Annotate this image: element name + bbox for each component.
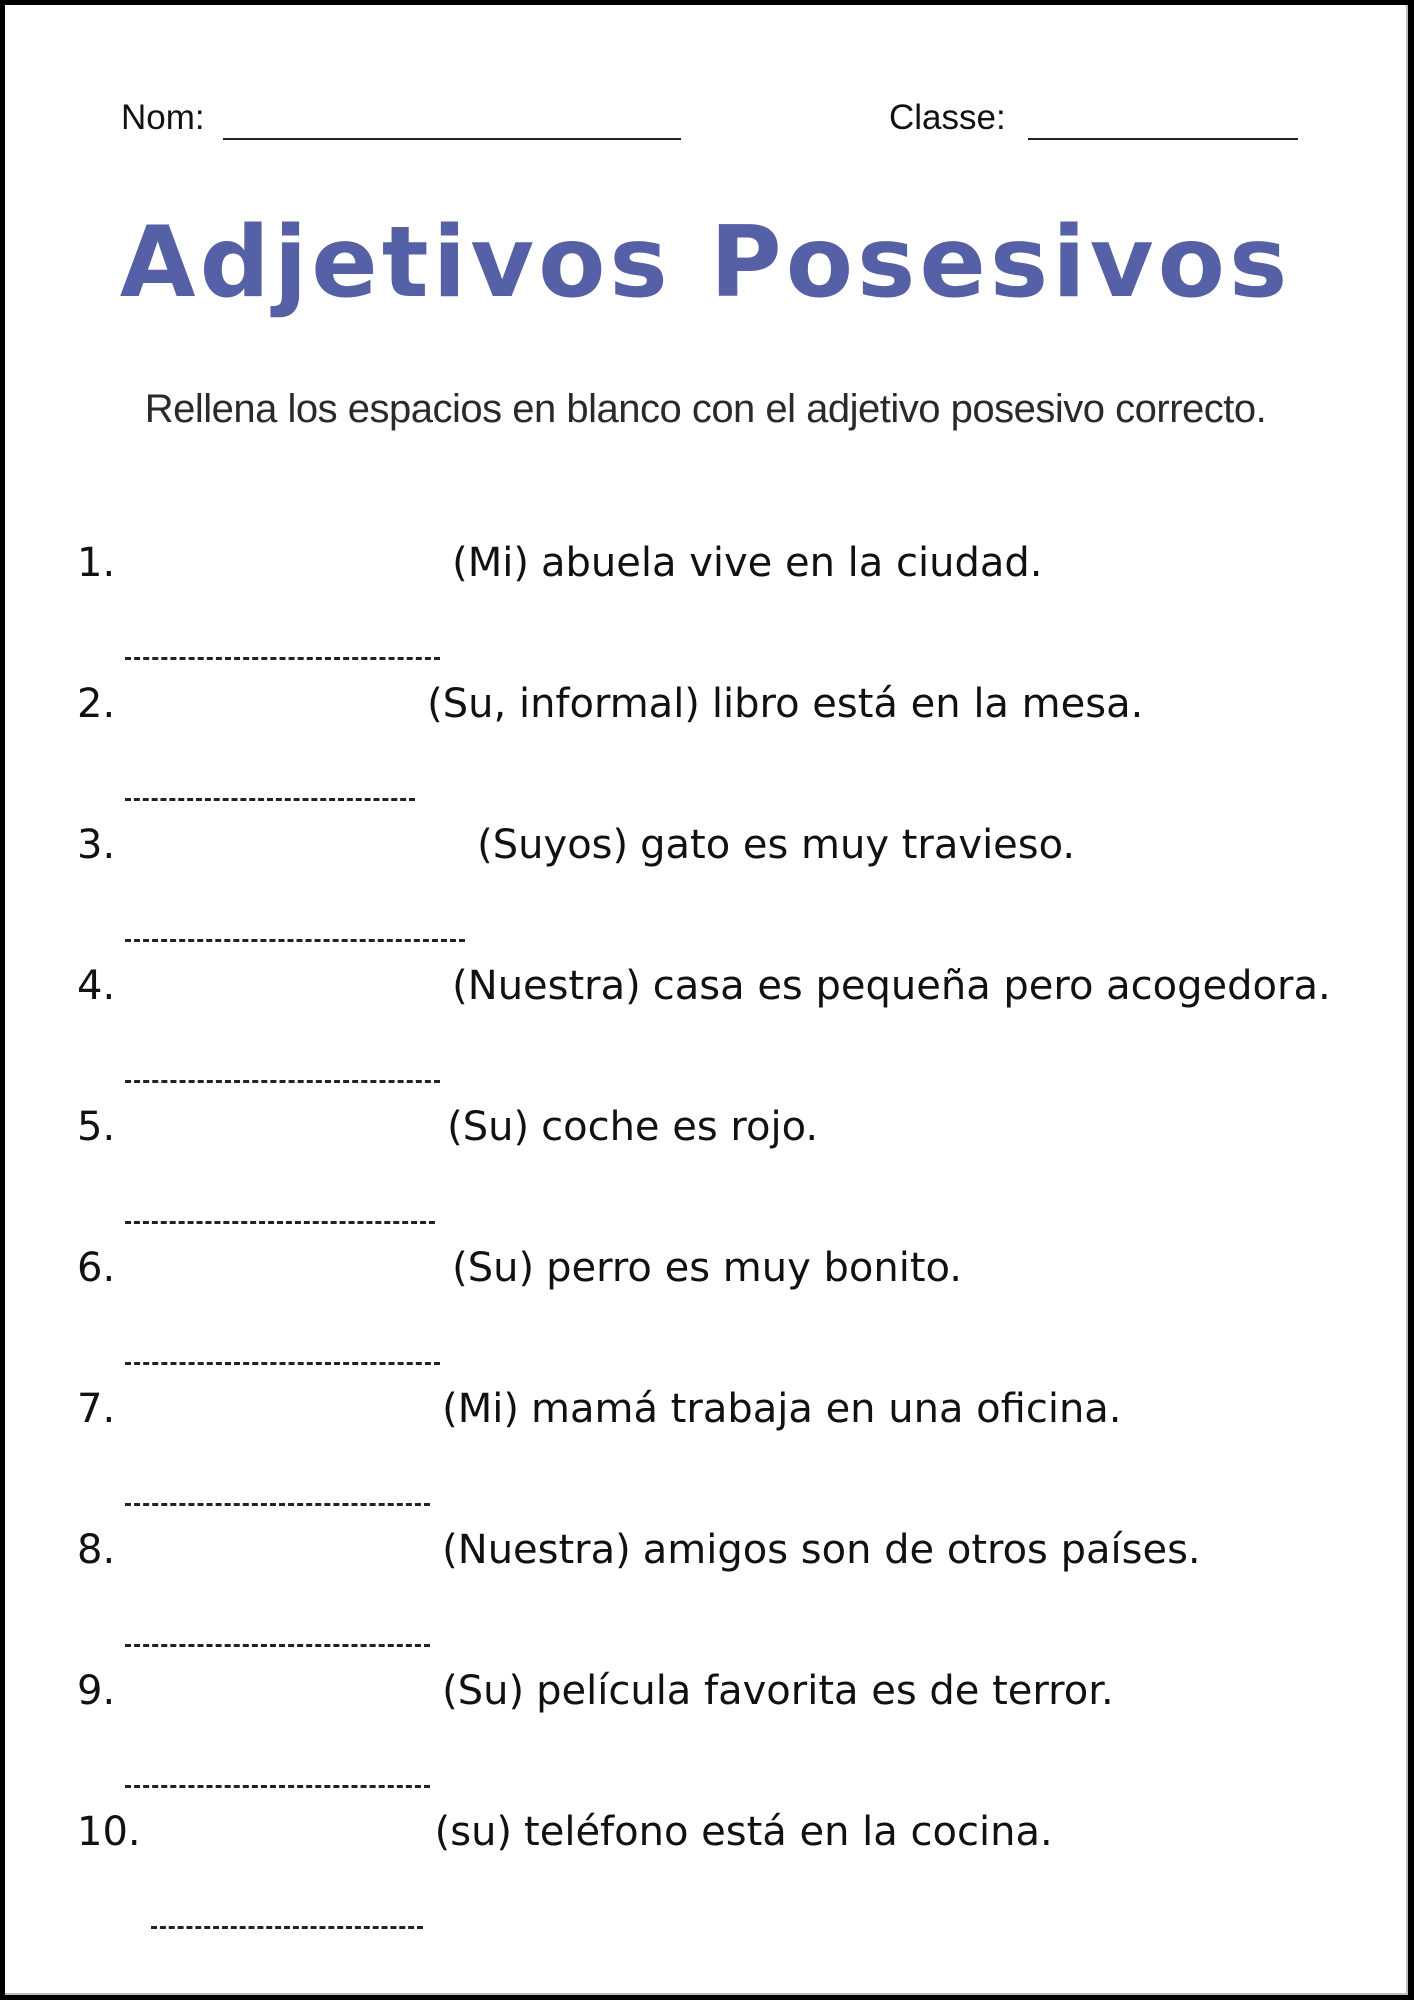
exercise-hint: (Su): [442, 1668, 525, 1714]
answer-blank[interactable]: [125, 909, 465, 942]
answer-blank[interactable]: [125, 1755, 430, 1788]
exercise-number: 2.: [77, 681, 116, 727]
exercise-sentence: abuela vive en la ciudad.: [541, 540, 1043, 586]
exercise-sentence: coche es rojo.: [541, 1104, 819, 1150]
answer-blank[interactable]: [125, 1614, 430, 1647]
exercise-sentence: gato es muy travieso.: [640, 822, 1076, 868]
exercise-number: 6.: [77, 1245, 116, 1291]
exercise-item: [77, 956, 1377, 1097]
exercise-item: [77, 1379, 1377, 1520]
instructions: Rellena los espacios en blanco con el adjetivo posesivo correcto.: [144, 387, 1267, 431]
exercise-item: [77, 674, 1377, 815]
exercise-item: [77, 815, 1377, 956]
worksheet-title: Adjetivos Posesivos: [119, 206, 1292, 320]
exercise-hint: (Su, informal): [427, 681, 700, 727]
name-label: Nom:: [121, 98, 205, 137]
exercise-hint: (Nuestra): [442, 1527, 631, 1573]
exercise-number: 10.: [77, 1809, 141, 1855]
student-info-header: [5, 93, 1406, 143]
exercise-sentence: perro es muy bonito.: [546, 1245, 962, 1291]
answer-blank[interactable]: [125, 768, 415, 801]
exercise-number: 9.: [77, 1668, 116, 1714]
class-label: Classe:: [889, 98, 1006, 137]
exercise-sentence: libro está en la mesa.: [711, 681, 1144, 727]
class-input-line[interactable]: [1028, 98, 1298, 140]
name-input-line[interactable]: [223, 98, 681, 140]
exercise-number: 1.: [77, 540, 116, 586]
exercise-number: 5.: [77, 1104, 116, 1150]
worksheet-page: [5, 5, 1408, 1995]
exercise-item: [77, 1802, 1377, 1943]
exercise-hint: (Mi): [452, 540, 530, 586]
class-field: [889, 93, 1298, 143]
exercise-number: 8.: [77, 1527, 116, 1573]
exercise-item: [77, 1238, 1377, 1379]
exercise-sentence: casa es pequeña pero acogedora.: [652, 963, 1331, 1009]
exercise-sentence: película favorita es de terror.: [536, 1668, 1114, 1714]
exercise-item: [77, 1520, 1377, 1661]
exercise-number: 7.: [77, 1386, 116, 1432]
exercise-sentence: mamá trabaja en una oficina.: [531, 1386, 1122, 1432]
exercise-hint: (Mi): [442, 1386, 520, 1432]
answer-blank[interactable]: [151, 1896, 423, 1929]
exercise-item: [77, 533, 1377, 674]
exercise-hint: (Nuestra): [452, 963, 641, 1009]
name-field: [121, 93, 681, 143]
exercise-hint: (Suyos): [477, 822, 629, 868]
answer-blank[interactable]: [125, 1473, 430, 1506]
answer-blank[interactable]: [125, 1050, 440, 1083]
exercise-item: [77, 1661, 1377, 1802]
exercise-hint: (Su): [452, 1245, 535, 1291]
answer-blank[interactable]: [125, 1191, 435, 1224]
exercise-number: 3.: [77, 822, 116, 868]
exercise-item: [77, 1097, 1377, 1238]
exercise-number: 4.: [77, 963, 116, 1009]
answer-blank[interactable]: [125, 1332, 440, 1365]
exercise-sentence: amigos son de otros países.: [642, 1527, 1201, 1573]
exercise-sentence: teléfono está en la cocina.: [524, 1809, 1053, 1855]
answer-blank[interactable]: [125, 627, 440, 660]
exercise-hint: (su): [434, 1809, 513, 1855]
exercise-hint: (Su): [447, 1104, 530, 1150]
exercise-list: [77, 533, 1377, 1943]
